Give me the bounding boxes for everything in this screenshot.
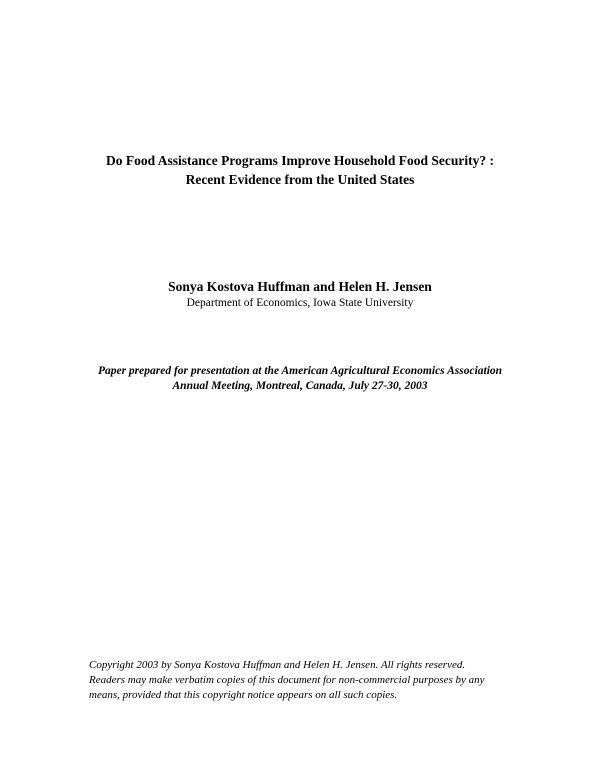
paper-title-line-2: Recent Evidence from the United States bbox=[185, 172, 415, 187]
author-affiliation: Department of Economics, Iowa State University bbox=[186, 297, 414, 309]
paper-title-line-1: Do Food Assistance Programs Improve Household Food Security? : bbox=[106, 153, 494, 168]
paper-title bbox=[40, 151, 560, 189]
presentation-note-line-2: Annual Meeting, Montreal, Canada, July 27-30, 2003 bbox=[172, 380, 428, 392]
copyright-line-2: Readers may make verbatim copies of this document for non-commercial purposes by any bbox=[89, 674, 485, 686]
copyright-line-3: means, provided that this copyright notice appears on all such copies. bbox=[89, 689, 398, 701]
author-names: Sonya Kostova Huffman and Helen H. Jensen bbox=[168, 279, 432, 294]
presentation-note bbox=[40, 364, 560, 394]
copyright-line-1: Copyright 2003 by Sonya Kostova Huffman and Helen H. Jensen. All rights reserved. bbox=[89, 659, 466, 671]
presentation-note-line-1: Paper prepared for presentation at the American Agricultural Economics Association bbox=[97, 365, 503, 377]
copyright-notice bbox=[89, 658, 529, 703]
